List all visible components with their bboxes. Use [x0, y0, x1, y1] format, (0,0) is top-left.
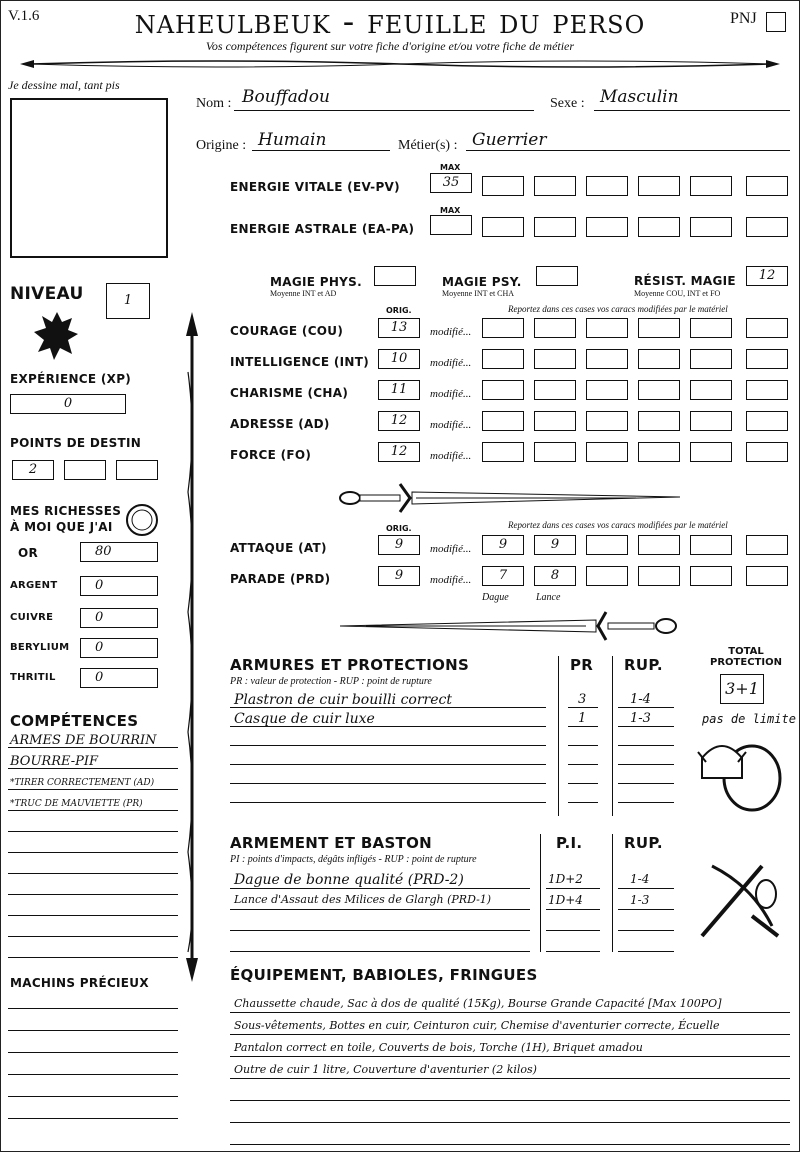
competence-item[interactable]: ARMES DE BOURRIN — [10, 733, 157, 748]
competence-line — [8, 873, 178, 874]
resist-magie-box[interactable]: 12 — [746, 266, 788, 286]
carac-mod-4-4[interactable] — [690, 442, 732, 462]
combat-orig-label: ORIG. — [386, 524, 412, 533]
equipement-line — [230, 1144, 790, 1145]
header-spear-ornament — [20, 56, 780, 72]
competences-label: COMPÉTENCES — [10, 712, 139, 730]
competence-item[interactable]: *TRUC DE MAUVIETTE (PR) — [10, 799, 143, 809]
carac-orig-3[interactable]: 12 — [378, 411, 420, 431]
weapon-label-lance: Lance — [536, 592, 561, 603]
coin-icon — [124, 502, 160, 538]
arme-rup-line — [618, 888, 674, 889]
arme-rup[interactable]: 1-4 — [630, 872, 650, 886]
modif-label: modifié... — [430, 357, 472, 369]
richesse-value-4[interactable]: 0 — [80, 668, 158, 688]
carac-mod-3-3[interactable] — [638, 411, 680, 431]
armure-name[interactable]: Casque de cuir luxe — [234, 711, 375, 727]
machins-label: MACHINS PRÉCIEUX — [10, 976, 149, 990]
carac-orig-1[interactable]: 10 — [378, 349, 420, 369]
weapon-label-dague: Dague — [482, 592, 509, 603]
arme-name[interactable]: Lance d'Assaut des Milices de Glargh (PRD-1) — [234, 893, 492, 906]
competence-line — [8, 957, 178, 958]
carac-mod-4-0[interactable] — [482, 442, 524, 462]
carac-mod-3-5[interactable] — [746, 411, 788, 431]
armure-pr-line — [568, 707, 598, 708]
carac-mod-1-4[interactable] — [690, 349, 732, 369]
carac-label-0: COURAGE (COU) — [230, 324, 344, 338]
equipement-item[interactable]: Pantalon correct en toile, Couverts de bois, Torche (1H), Briquet amadou — [234, 1041, 643, 1054]
armure-pr-line — [568, 726, 598, 727]
carac-mod-1-1[interactable] — [534, 349, 576, 369]
modif-label: modifié... — [430, 419, 472, 431]
armure-pr-line — [568, 783, 598, 784]
carac-mod-2-1[interactable] — [534, 380, 576, 400]
arme-line — [230, 951, 530, 952]
carac-orig-label: ORIG. — [386, 306, 412, 315]
combat-mod-1-0[interactable]: 7 — [482, 566, 524, 586]
metier-label: Métier(s) : — [398, 138, 458, 153]
carac-mod-1-0[interactable] — [482, 349, 524, 369]
armure-pr[interactable]: 1 — [578, 711, 587, 726]
armure-rup-line — [618, 745, 674, 746]
armure-rup-line — [618, 764, 674, 765]
combat-mod-0-0[interactable]: 9 — [482, 535, 524, 555]
portrait-caption: Je dessine mal, tant pis — [8, 78, 120, 92]
arme-rup-line — [618, 930, 674, 931]
arme-name[interactable]: Dague de bonne qualité (PRD-2) — [234, 872, 464, 888]
arme-rup[interactable]: 1-3 — [630, 893, 650, 907]
carac-mod-3-1[interactable] — [534, 411, 576, 431]
ev-box-3[interactable] — [586, 176, 628, 196]
carac-mod-2-2[interactable] — [586, 380, 628, 400]
carac-note: Reportez dans ces cases vos caracs modifiées par le matériel — [508, 304, 728, 314]
arme-pi-line — [546, 951, 600, 952]
arme-pi[interactable]: 1D+4 — [548, 893, 583, 907]
armure-name[interactable]: Plastron de cuir bouilli correct — [234, 692, 452, 708]
machin-line[interactable] — [8, 1118, 178, 1119]
armure-rup-line — [618, 726, 674, 727]
magie-psy-sub: Moyenne INT et CHA — [442, 289, 515, 298]
carac-mod-3-0[interactable] — [482, 411, 524, 431]
modif-label: modifié... — [430, 574, 472, 586]
carac-mod-0-0[interactable] — [482, 318, 524, 338]
modif-label: modifié... — [430, 543, 472, 555]
competence-line — [8, 894, 178, 895]
dragon-icon — [32, 308, 82, 364]
carac-label-1: INTELLIGENCE (INT) — [230, 355, 369, 369]
combat-mod-1-5[interactable] — [746, 566, 788, 586]
ev-box-5[interactable] — [690, 176, 732, 196]
equipement-line — [230, 1100, 790, 1101]
niveau-label: NIVEAU — [10, 284, 84, 304]
armure-rup-line — [618, 802, 674, 803]
magie-psy-label: MAGIE PSY. — [442, 275, 522, 289]
pnj-label: PNJ — [730, 10, 757, 27]
carac-mod-1-3[interactable] — [638, 349, 680, 369]
nom-label: Nom : — [196, 96, 232, 111]
resist-magie-sub: Moyenne COU, INT et FO — [634, 289, 721, 298]
armure-rup-line — [618, 783, 674, 784]
arme-pi-line — [546, 909, 600, 910]
armure-line — [230, 783, 546, 784]
armure-rup[interactable]: 1-4 — [630, 692, 651, 707]
sword-ornament-1 — [336, 480, 686, 516]
machin-line[interactable] — [8, 1052, 178, 1053]
destin-box-3[interactable] — [116, 460, 158, 480]
total-protection-label: TOTAL PROTECTION — [710, 646, 782, 668]
equipement-line — [230, 1034, 790, 1035]
combat-orig-0[interactable]: 9 — [378, 535, 420, 555]
armures-sub: PR : valeur de protection - RUP : point de rupture — [230, 676, 432, 687]
modif-label: modifié... — [430, 326, 472, 338]
competence-line — [8, 852, 178, 853]
ea-box-5[interactable] — [690, 217, 732, 237]
armures-col-pr: PR — [570, 656, 594, 674]
modif-label: modifié... — [430, 450, 472, 462]
machin-line[interactable] — [8, 1008, 178, 1009]
ev-box-6[interactable] — [746, 176, 788, 196]
carac-mod-2-3[interactable] — [638, 380, 680, 400]
metier-field[interactable]: Guerrier — [472, 130, 547, 150]
machin-line[interactable] — [8, 1074, 178, 1075]
richesse-value-2[interactable]: 0 — [80, 608, 158, 628]
ev-label: ENERGIE VITALE (EV-PV) — [230, 180, 400, 194]
resist-magie-label: RÉSIST. MAGIE — [634, 274, 736, 288]
sexe-field[interactable]: Masculin — [600, 87, 679, 107]
ev-box-4[interactable] — [638, 176, 680, 196]
weapons-icon — [692, 856, 788, 942]
competence-item[interactable]: *TIRER CORRECTEMENT (AD) — [10, 778, 155, 788]
niveau-box[interactable]: 1 — [106, 283, 150, 319]
armure-rup-line — [618, 707, 674, 708]
carac-orig-4[interactable]: 12 — [378, 442, 420, 462]
carac-label-4: FORCE (FO) — [230, 448, 312, 462]
armure-pr[interactable]: 3 — [578, 692, 587, 707]
armure-line — [230, 764, 546, 765]
carac-mod-2-0[interactable] — [482, 380, 524, 400]
combat-mod-0-1[interactable]: 9 — [534, 535, 576, 555]
carac-mod-4-2[interactable] — [586, 442, 628, 462]
armement-col-rup: RUP. — [624, 834, 663, 852]
combat-mod-0-2[interactable] — [586, 535, 628, 555]
competence-line — [8, 831, 178, 832]
carac-mod-4-1[interactable] — [534, 442, 576, 462]
carac-mod-2-4[interactable] — [690, 380, 732, 400]
armure-line — [230, 802, 546, 803]
arme-line — [230, 888, 530, 889]
arme-rup-line — [618, 909, 674, 910]
armement-sub: PI : points d'impacts, dégâts infligés - RUP : point de rupture — [230, 854, 477, 865]
pnj-checkbox[interactable] — [766, 12, 786, 32]
equipement-title: ÉQUIPEMENT, BABIOLES, FRINGUES — [230, 966, 538, 984]
sheet-subtitle: Vos compétences figurent sur votre fiche d'origine et/ou votre fiche de métier — [205, 39, 575, 53]
xp-box[interactable]: 0 — [10, 394, 126, 414]
arme-line — [230, 930, 530, 931]
carac-mod-0-1[interactable] — [534, 318, 576, 338]
ea-box-1[interactable] — [482, 217, 524, 237]
ea-box-2[interactable] — [534, 217, 576, 237]
ev-box-2[interactable] — [534, 176, 576, 196]
armement-col-pi: P.I. — [556, 834, 583, 852]
armure-pr-line — [568, 764, 598, 765]
equipement-line — [230, 1122, 790, 1123]
armures-title: ARMURES ET PROTECTIONS — [230, 656, 470, 674]
ea-max-label: MAX — [440, 206, 461, 215]
carac-mod-1-2[interactable] — [586, 349, 628, 369]
richesse-value-0[interactable]: 80 — [80, 542, 158, 562]
combat-mod-1-2[interactable] — [586, 566, 628, 586]
destin-label: POINTS DE DESTIN — [10, 436, 142, 450]
carac-mod-0-3[interactable] — [638, 318, 680, 338]
modif-label: modifié... — [430, 388, 472, 400]
ea-max-box[interactable] — [430, 215, 472, 235]
carac-mod-3-2[interactable] — [586, 411, 628, 431]
portrait-box[interactable] — [10, 98, 168, 258]
richesses-label-2: À MOI QUE J'AI — [10, 520, 113, 534]
arme-pi-line — [546, 888, 600, 889]
magie-phys-label: MAGIE PHYS. — [270, 275, 362, 289]
carac-orig-2[interactable]: 11 — [378, 380, 420, 400]
carac-label-2: CHARISME (CHA) — [230, 386, 349, 400]
richesse-label-1: ARGENT — [10, 580, 58, 591]
armure-line — [230, 745, 546, 746]
pas-de-limite-label: pas de limite — [702, 712, 796, 726]
equipement-line — [230, 1056, 790, 1057]
competence-line — [8, 915, 178, 916]
equipement-line — [230, 1078, 790, 1079]
armures-col-rup: RUP. — [624, 656, 663, 674]
richesses-label-1: MES RICHESSES — [10, 504, 122, 518]
total-protection-box[interactable]: 3+1 — [720, 674, 764, 704]
version-label: V.1.6 — [8, 8, 40, 24]
ea-box-6[interactable] — [746, 217, 788, 237]
equipement-item[interactable]: Chaussette chaude, Sac à dos de qualité (15Kg), Bourse Grande Capacité [Max 100PO] — [234, 997, 722, 1010]
richesse-label-2: CUIVRE — [10, 612, 54, 623]
armure-rup[interactable]: 1-3 — [630, 711, 651, 726]
combat-mod-1-3[interactable] — [638, 566, 680, 586]
arme-pi-line — [546, 930, 600, 931]
carac-mod-3-4[interactable] — [690, 411, 732, 431]
machin-line[interactable] — [8, 1030, 178, 1031]
sexe-label: Sexe : — [550, 96, 585, 111]
combat-orig-1[interactable]: 9 — [378, 566, 420, 586]
combat-note: Reportez dans ces cases vos caracs modifiées par le matériel — [508, 520, 728, 530]
carac-mod-4-3[interactable] — [638, 442, 680, 462]
combat-mod-0-5[interactable] — [746, 535, 788, 555]
competence-line — [8, 810, 178, 811]
armure-pr-line — [568, 802, 598, 803]
helmet-shield-icon — [694, 728, 786, 814]
ea-label: ENERGIE ASTRALE (EA-PA) — [230, 222, 415, 236]
magie-phys-box[interactable] — [374, 266, 416, 286]
armement-title: ARMEMENT ET BASTON — [230, 834, 432, 852]
sheet-title: naheulbeuk - feuille du perso — [134, 2, 646, 42]
combat-label-0: ATTAQUE (AT) — [230, 541, 327, 555]
xp-label: EXPÉRIENCE (XP) — [10, 372, 132, 386]
destin-box-1[interactable]: 2 — [12, 460, 54, 480]
armure-pr-line — [568, 745, 598, 746]
richesse-label-4: THRITIL — [10, 672, 56, 683]
combat-mod-1-4[interactable] — [690, 566, 732, 586]
spear-ornament — [180, 312, 204, 982]
competence-item[interactable]: BOURRE-PIF — [10, 754, 99, 769]
ev-max-box[interactable]: 35 — [430, 173, 472, 193]
equipement-item[interactable]: Sous-vêtements, Bottes en cuir, Ceinturon cuir, Chemise d'aventurier correcte, Écuelle — [234, 1019, 720, 1032]
carac-mod-1-5[interactable] — [746, 349, 788, 369]
arme-line — [230, 909, 530, 910]
combat-mod-1-1[interactable]: 8 — [534, 566, 576, 586]
competence-line — [8, 936, 178, 937]
carac-mod-0-2[interactable] — [586, 318, 628, 338]
arme-pi[interactable]: 1D+2 — [548, 872, 583, 886]
combat-mod-0-3[interactable] — [638, 535, 680, 555]
richesse-label-3: BERYLIUM — [10, 642, 70, 653]
richesse-value-3[interactable]: 0 — [80, 638, 158, 658]
equipement-line — [230, 1012, 790, 1013]
richesse-value-1[interactable]: 0 — [80, 576, 158, 596]
equipement-item[interactable]: Outre de cuir 1 litre, Couverture d'aventurier (2 kilos) — [234, 1063, 537, 1076]
magie-psy-box[interactable] — [536, 266, 578, 286]
ea-box-3[interactable] — [586, 217, 628, 237]
carac-orig-0[interactable]: 13 — [378, 318, 420, 338]
richesse-label-0: OR — [18, 546, 39, 560]
origine-label: Origine : — [196, 138, 247, 153]
magie-phys-sub: Moyenne INT et AD — [270, 289, 337, 298]
origine-field[interactable]: Humain — [258, 130, 327, 150]
carac-mod-0-5[interactable] — [746, 318, 788, 338]
machin-line[interactable] — [8, 1096, 178, 1097]
arme-rup-line — [618, 951, 674, 952]
ea-box-4[interactable] — [638, 217, 680, 237]
combat-label-1: PARADE (PRD) — [230, 572, 331, 586]
carac-mod-4-5[interactable] — [746, 442, 788, 462]
ev-max-label: MAX — [440, 163, 461, 172]
carac-label-3: ADRESSE (AD) — [230, 417, 330, 431]
carac-mod-0-4[interactable] — [690, 318, 732, 338]
combat-mod-0-4[interactable] — [690, 535, 732, 555]
carac-mod-2-5[interactable] — [746, 380, 788, 400]
ev-box-1[interactable] — [482, 176, 524, 196]
destin-box-2[interactable] — [64, 460, 106, 480]
nom-field[interactable]: Bouffadou — [242, 87, 330, 107]
competence-line — [8, 789, 178, 790]
sword-ornament-2 — [336, 608, 686, 644]
